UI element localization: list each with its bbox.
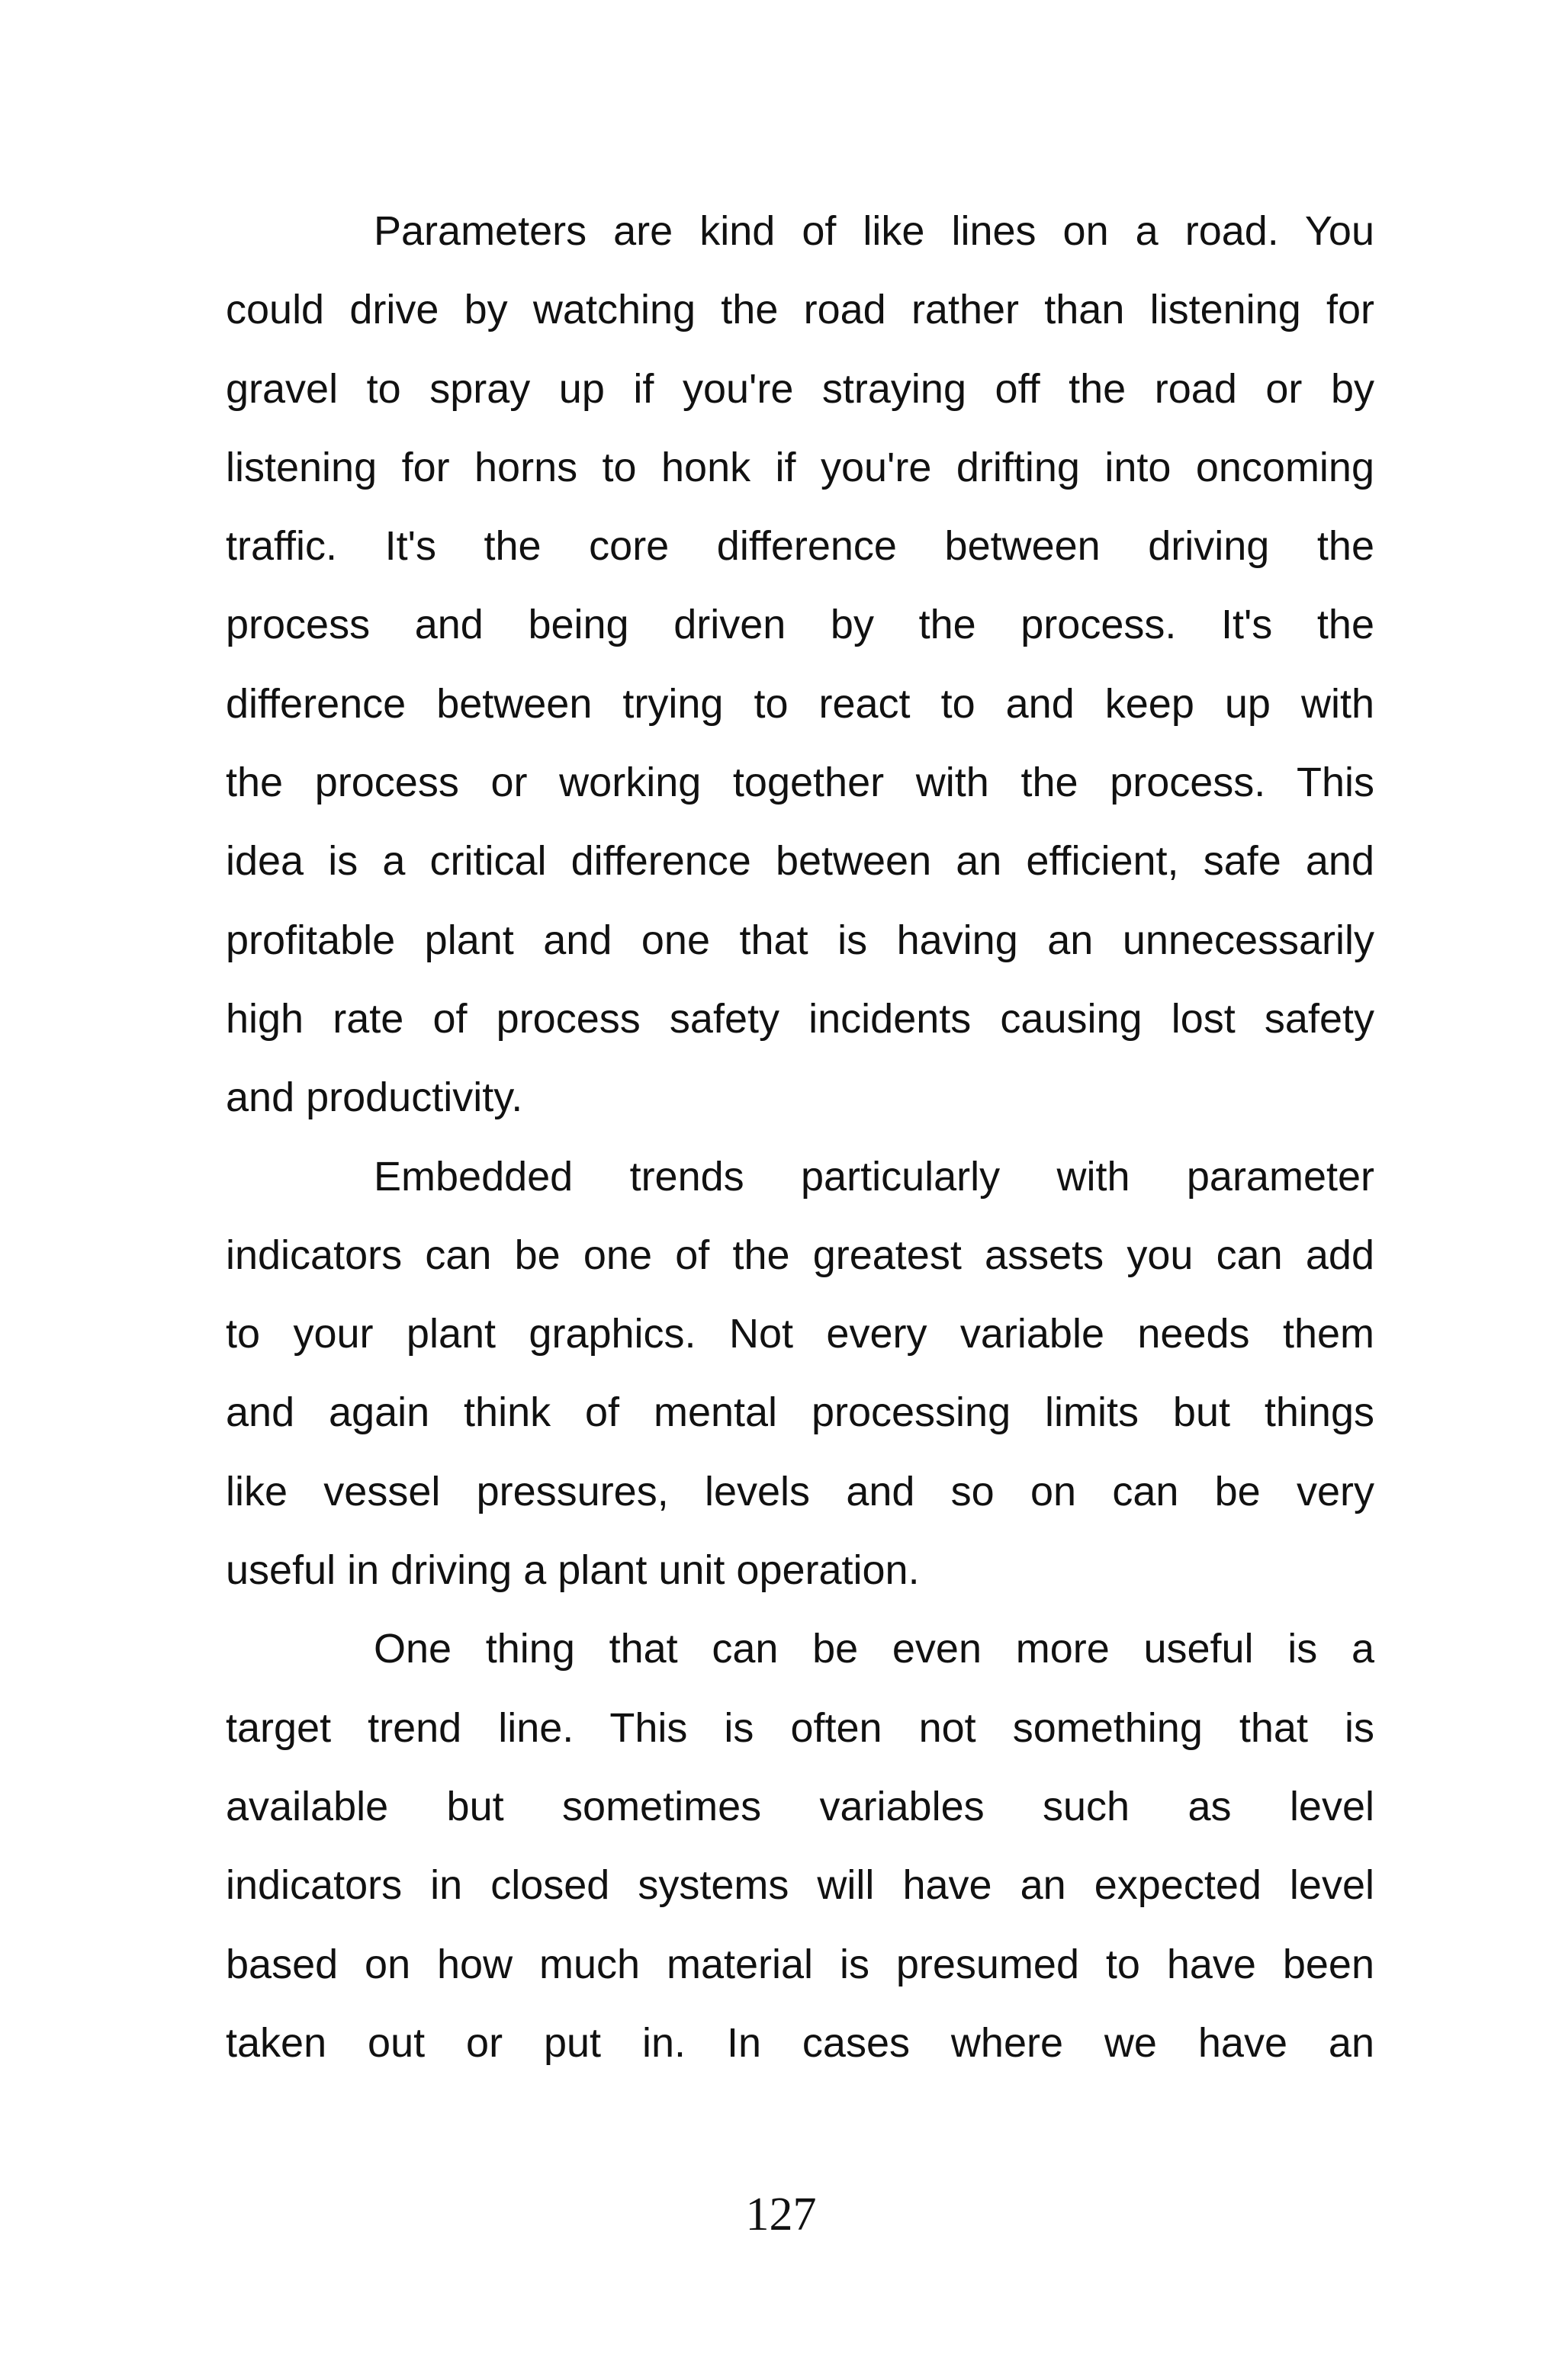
- body-text: [226, 192, 1374, 2083]
- text-line: gravel to spray up if you're straying off the road or by: [226, 365, 1374, 412]
- text-line: to your plant graphics. Not every variable needs them: [226, 1311, 1374, 1357]
- text-line: and productivity.: [226, 1074, 523, 1121]
- text-line: profitable plant and one that is having an unnecessarily: [226, 917, 1374, 963]
- text-line: could drive by watching the road rather than listening for: [226, 287, 1374, 333]
- text-line: and again think of mental processing limits but things: [226, 1389, 1374, 1436]
- text-line: idea is a critical difference between an efficient, safe and: [226, 838, 1374, 885]
- text-line: useful in driving a plant unit operation.: [226, 1547, 920, 1594]
- text-line: the process or working together with the process. This: [226, 760, 1374, 806]
- text-line: target trend line. This is often not something that is: [226, 1704, 1374, 1751]
- text-line: high rate of process safety incidents causing lost safety: [226, 995, 1374, 1042]
- text-line: One thing that can be even more useful is a: [374, 1626, 1374, 1672]
- text-line: taken out or put in. In cases where we have an: [226, 2019, 1374, 2066]
- text-line: based on how much material is presumed to have been: [226, 1941, 1374, 1987]
- text-line: available but sometimes variables such as level: [226, 1783, 1374, 1829]
- text-line: traffic. It's the core difference between driving the: [226, 523, 1374, 570]
- text-line: indicators can be one of the greatest assets you can add: [226, 1232, 1374, 1278]
- text-line: Parameters are kind of like lines on a road. You: [374, 208, 1374, 254]
- text-line: indicators in closed systems will have an expected level: [226, 1862, 1374, 1909]
- text-line: difference between trying to react to and keep up with: [226, 680, 1374, 727]
- text-line: like vessel pressures, levels and so on can be very: [226, 1468, 1374, 1514]
- text-line: Embedded trends particularly with parameter: [374, 1153, 1374, 1200]
- page-number: 127: [745, 2189, 817, 2240]
- text-line: process and being driven by the process. It's the: [226, 602, 1374, 648]
- text-line: listening for horns to honk if you're drifting into oncoming: [226, 444, 1374, 490]
